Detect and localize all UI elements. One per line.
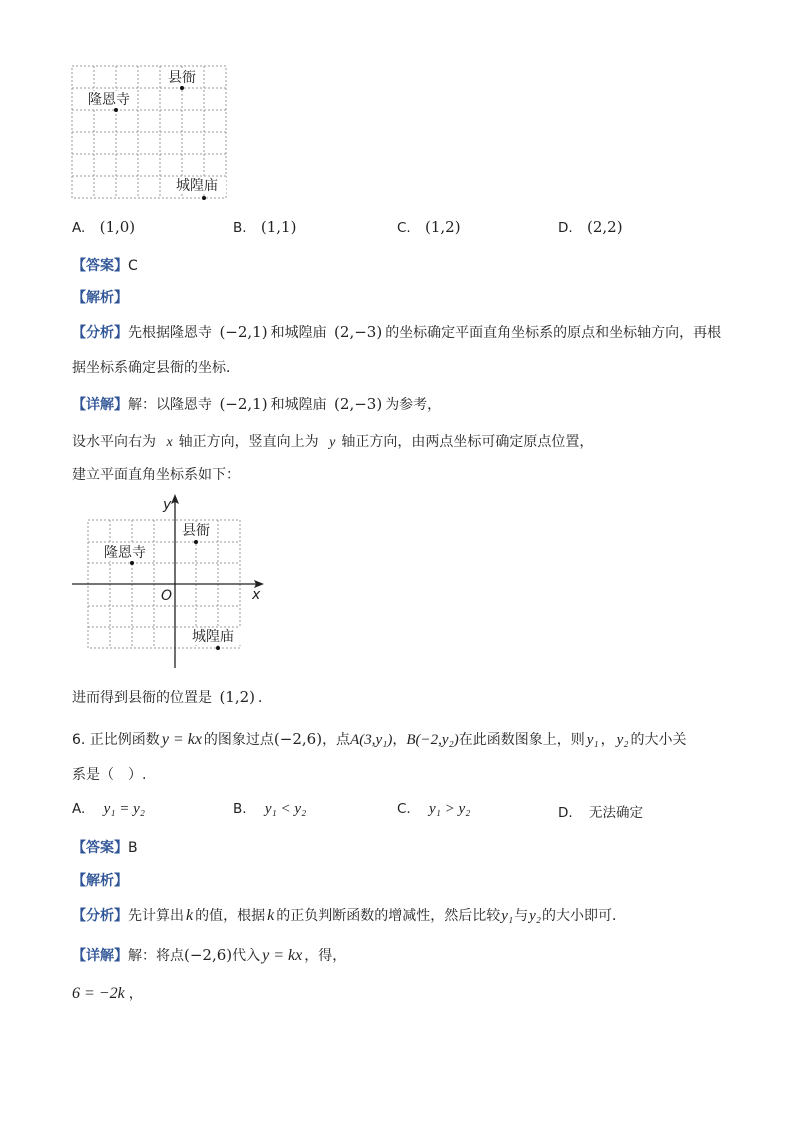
text: 的大小即可． <box>541 908 626 924</box>
option-value: (1,0) <box>99 218 136 236</box>
option-letter: A. <box>72 801 86 817</box>
text: 的坐标确定平面直角坐标系的原点和坐标轴方向，再根 <box>385 325 722 341</box>
coord: (−2,6) <box>273 730 323 748</box>
option-letter: A. <box>72 220 86 236</box>
y-axis-label: y <box>163 497 172 513</box>
option-letter: D. <box>558 220 573 236</box>
text: 先计算出 <box>128 908 184 924</box>
text: 的大小关 <box>630 732 687 748</box>
option-letter: D. <box>558 805 573 821</box>
q6-stem-line1 <box>72 729 687 749</box>
origin-label: O <box>161 588 173 604</box>
option-letter: C. <box>397 220 411 236</box>
map2-temple-label: 隆恩寺 <box>104 545 146 561</box>
q6-option-b[interactable] <box>233 801 306 818</box>
map2-county-label: 县衙 <box>182 523 210 539</box>
text: 在此函数图象上，则 <box>458 732 585 748</box>
answer-value: B <box>128 840 138 856</box>
map1-temple-label: 隆恩寺 <box>88 92 130 108</box>
map2-citygod-label: 城隍庙 <box>192 629 234 645</box>
coord: (2,−3) <box>334 395 383 413</box>
q5-answer <box>72 255 138 275</box>
q6-jiexi-tag: 【解析】 <box>72 873 128 889</box>
var-y2: y₂ <box>529 908 541 924</box>
q6-option-c[interactable] <box>397 801 470 818</box>
map1-citygod-point <box>202 196 206 200</box>
text: 设水平向右为 <box>72 434 156 450</box>
option-value: 无法确定 <box>588 805 643 821</box>
text: 代入 <box>232 948 261 964</box>
answer-tag: 【答案】 <box>72 840 128 856</box>
xiangjie-tag: 【详解】 <box>72 397 128 413</box>
q5-option-a[interactable] <box>72 218 135 236</box>
q5-option-c[interactable] <box>397 218 461 236</box>
var-k: k <box>186 907 194 924</box>
text: 与 <box>514 908 529 924</box>
var-y2: y₂ <box>616 732 629 748</box>
text: ． <box>258 690 273 706</box>
option-value: (1,1) <box>260 218 297 236</box>
q5-conclusion <box>72 687 272 707</box>
var-y1: y₁ <box>586 732 599 748</box>
q5-build-line: 建立平面直角坐标系如下： <box>72 467 240 483</box>
equation: 6 = −2k <box>72 985 125 1002</box>
text: 为参考， <box>385 397 442 413</box>
q6-equation-line <box>72 983 143 1003</box>
map1-county-point <box>180 86 184 90</box>
function-expr: y = kx <box>262 947 303 964</box>
question-number: 6. <box>72 732 86 748</box>
xiangjie-tag: 【详解】 <box>72 948 128 964</box>
text: ，得， <box>304 948 347 964</box>
q5-xiangjie-line <box>72 394 441 414</box>
x-axis-label: x <box>252 587 261 603</box>
option-value: y₁ < y₂ <box>264 801 307 817</box>
q5-jiexi-tag: 【解析】 <box>72 290 128 306</box>
text: ， <box>600 732 615 748</box>
text: 解：将点 <box>128 948 184 964</box>
q5-option-b[interactable] <box>233 218 296 236</box>
text: 进而得到县衙的位置是 <box>72 690 212 706</box>
q6-fenxi-line <box>72 905 626 925</box>
text: ， <box>128 986 143 1002</box>
option-letter: B. <box>233 801 247 817</box>
text: ，点 <box>322 732 351 748</box>
coord: (−2,1) <box>219 323 268 341</box>
q6-xiangjie-line <box>72 945 346 965</box>
text: 先根据隆恩寺 <box>128 325 212 341</box>
map1-county-label: 县衙 <box>168 70 196 86</box>
option-value: y₁ = y₂ <box>103 801 145 817</box>
fenxi-tag: 【分析】 <box>72 325 128 341</box>
map2-county-point <box>194 540 198 544</box>
coord: (−2,6) <box>184 946 233 964</box>
option-value: (1,2) <box>425 218 461 236</box>
text: 和城隍庙 <box>270 325 327 341</box>
text: 和城隍庙 <box>270 397 327 413</box>
option-letter: B. <box>233 220 247 236</box>
coord: (−2,1) <box>219 395 268 413</box>
map2-temple-point <box>130 561 134 565</box>
q6-stem-line2: 系是（ ）. <box>72 767 147 783</box>
option-letter: C. <box>397 801 411 817</box>
map1-temple-point <box>114 108 118 112</box>
text: ， <box>392 732 407 748</box>
text: 轴正方向，由两点坐标可确定原点位置， <box>341 434 594 450</box>
text: 的值，根据 <box>195 908 266 924</box>
text: 解：以隆恩寺 <box>128 397 212 413</box>
text: 的图象过点 <box>203 732 274 748</box>
text: 正比例函数 <box>89 732 160 748</box>
var-x: x <box>166 435 173 450</box>
map-figure-2 <box>66 492 276 670</box>
map-figure-1 <box>60 60 240 205</box>
option-value: y₁ > y₂ <box>429 801 471 817</box>
coord: (2,−3) <box>334 323 383 341</box>
q6-option-a[interactable] <box>72 801 145 818</box>
q5-fenxi-line2: 据坐标系确定县衙的坐标． <box>72 360 240 376</box>
q6-option-d[interactable] <box>558 801 643 821</box>
function-expr: y = kx <box>161 731 202 748</box>
answer-tag: 【答案】 <box>72 258 128 274</box>
point-b: B(−2,y₂) <box>406 732 459 748</box>
q5-option-d[interactable] <box>558 218 623 236</box>
fenxi-tag: 【分析】 <box>72 908 128 924</box>
text: 轴正方向，竖直向上为 <box>178 434 319 450</box>
option-value: (2,2) <box>586 218 623 236</box>
q5-axis-direction-line <box>72 431 593 451</box>
map2-citygod-point <box>216 646 220 650</box>
q5-fenxi-line1 <box>72 322 721 342</box>
var-y1: y₁ <box>501 908 514 924</box>
answer-value: C <box>128 258 138 274</box>
coord: (1,2) <box>219 688 256 706</box>
point-a: A(3,y₁) <box>350 732 393 748</box>
var-k: k <box>267 907 275 924</box>
var-y: y <box>329 435 336 450</box>
map1-citygod-label: 城隍庙 <box>176 178 218 194</box>
q6-answer <box>72 837 138 857</box>
text: 的正负判断函数的增减性，然后比较 <box>276 908 501 924</box>
